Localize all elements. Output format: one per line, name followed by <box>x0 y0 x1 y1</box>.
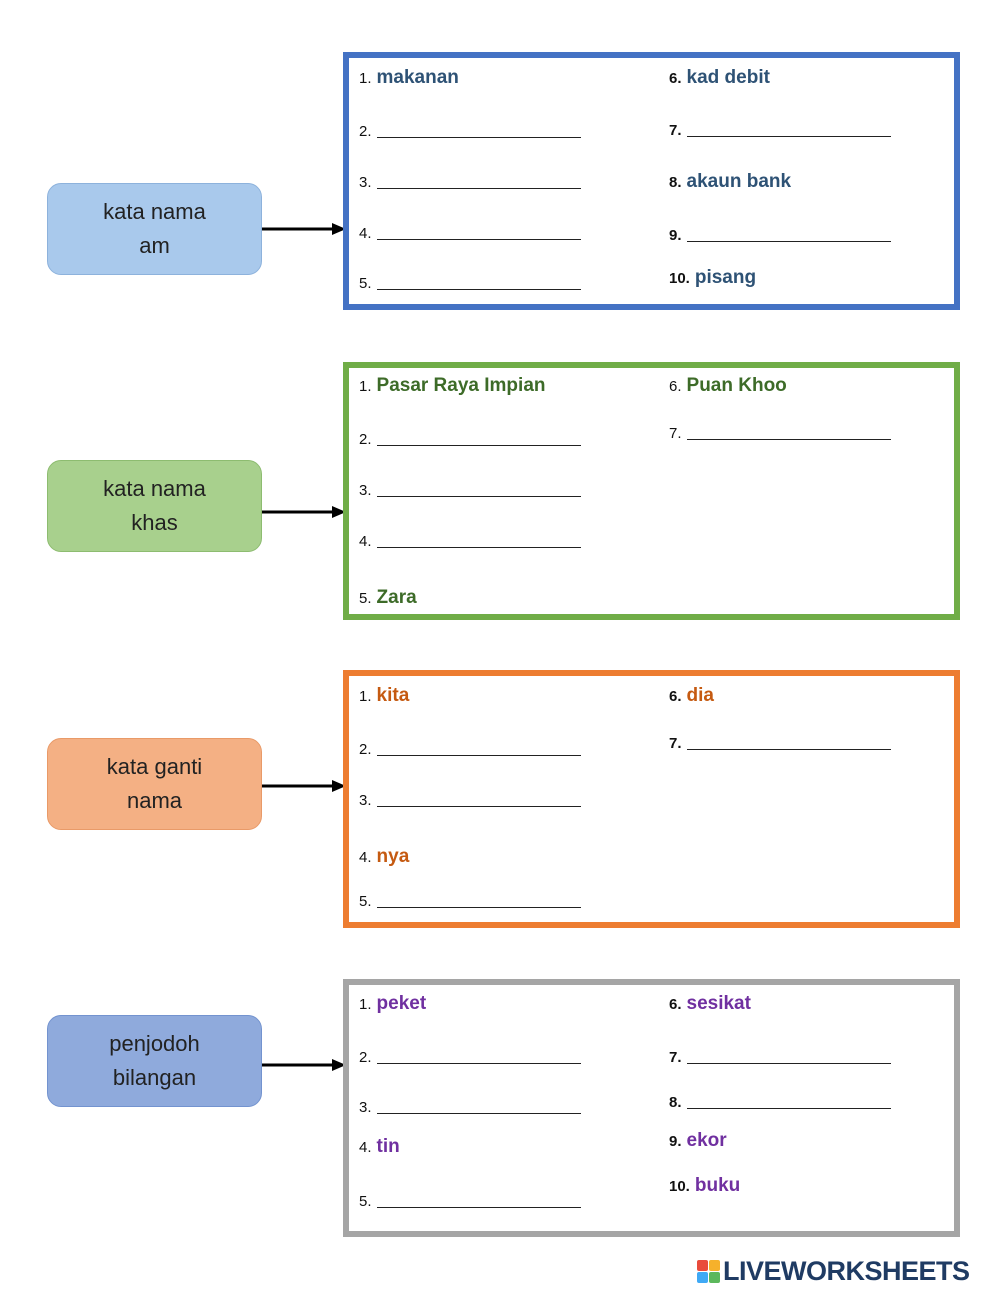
category-label-box <box>47 183 262 275</box>
list-item <box>359 741 581 758</box>
item-number: 5. <box>359 590 372 607</box>
list-item <box>669 1094 891 1111</box>
item-number: 2. <box>359 123 372 140</box>
item-number: 5. <box>359 893 372 910</box>
list-item <box>359 275 581 292</box>
item-number: 4. <box>359 225 372 242</box>
answer-blank[interactable] <box>377 546 581 548</box>
list-item <box>669 67 770 89</box>
list-item <box>669 122 891 139</box>
list-item <box>669 375 787 397</box>
item-number: 5. <box>359 275 372 292</box>
list-item <box>669 171 791 193</box>
item-word: buku <box>694 1175 741 1196</box>
item-number: 3. <box>359 1099 372 1116</box>
answer-blank[interactable] <box>687 438 891 440</box>
answer-blank[interactable] <box>377 187 581 189</box>
list-item <box>359 225 581 242</box>
item-number: 6. <box>669 996 682 1013</box>
list-item <box>359 123 581 140</box>
item-number: 9. <box>669 227 682 244</box>
item-number: 2. <box>359 741 372 758</box>
list-item <box>669 227 891 244</box>
list-item <box>359 174 581 191</box>
liveworksheets-logo <box>697 1256 970 1286</box>
arrow-right-icon <box>262 1058 346 1072</box>
item-word: kita <box>376 685 410 706</box>
item-number: 6. <box>669 70 682 87</box>
list-item <box>669 735 891 752</box>
arrow-right-icon <box>262 222 346 236</box>
list-item <box>359 1136 400 1158</box>
logo-mark-cell <box>709 1260 720 1271</box>
list-item <box>669 1175 740 1197</box>
item-number: 3. <box>359 792 372 809</box>
item-number: 4. <box>359 533 372 550</box>
logo-text: LIVEWORKSHEETS <box>723 1255 970 1286</box>
item-number: 10. <box>669 270 690 287</box>
item-word: Puan Khoo <box>686 375 787 396</box>
item-number: 1. <box>359 996 372 1013</box>
category-label: penjodoh bilangan <box>109 1031 200 1090</box>
item-word: sesikat <box>686 993 751 1014</box>
item-number: 1. <box>359 378 372 395</box>
item-number: 1. <box>359 688 372 705</box>
list-item <box>669 685 714 707</box>
list-item <box>359 846 409 868</box>
arrow-right-icon <box>262 779 346 793</box>
item-word: Zara <box>376 587 417 608</box>
category-label: kata ganti nama <box>106 754 203 813</box>
item-number: 10. <box>669 1178 690 1195</box>
arrow-right-icon <box>262 505 346 519</box>
list-item <box>359 533 581 550</box>
item-number: 9. <box>669 1133 682 1150</box>
list-item <box>359 1099 581 1116</box>
answer-blank[interactable] <box>377 444 581 446</box>
item-word: kad debit <box>686 67 770 88</box>
list-item <box>359 587 417 609</box>
answer-blank[interactable] <box>377 906 581 908</box>
answer-blank[interactable] <box>687 1107 891 1109</box>
item-word: makanan <box>376 67 459 88</box>
list-item <box>359 1049 581 1066</box>
item-number: 6. <box>669 378 682 395</box>
item-number: 2. <box>359 431 372 448</box>
list-item <box>669 1130 727 1152</box>
logo-mark-cell <box>697 1260 708 1271</box>
item-word: akaun bank <box>686 171 792 192</box>
category-label-box <box>47 460 262 552</box>
item-number: 4. <box>359 849 372 866</box>
item-word: Pasar Raya Impian <box>376 375 546 396</box>
item-number: 3. <box>359 482 372 499</box>
item-word: tin <box>376 1136 400 1157</box>
category-label-box <box>47 738 262 830</box>
list-item <box>669 267 756 289</box>
category-label: kata nama khas <box>103 476 206 535</box>
answer-blank[interactable] <box>687 748 891 750</box>
item-number: 3. <box>359 174 372 191</box>
answer-blank[interactable] <box>377 136 581 138</box>
list-item <box>359 685 409 707</box>
list-item <box>359 431 581 448</box>
logo-mark-cell <box>697 1272 708 1283</box>
item-number: 7. <box>669 122 682 139</box>
item-number: 7. <box>669 425 682 442</box>
item-number: 8. <box>669 1094 682 1111</box>
answer-blank[interactable] <box>687 1062 891 1064</box>
list-item <box>359 893 581 910</box>
list-item <box>359 792 581 809</box>
item-number: 5. <box>359 1193 372 1210</box>
list-item <box>669 1049 891 1066</box>
answer-blank[interactable] <box>687 240 891 242</box>
list-item <box>359 375 546 397</box>
answer-blank[interactable] <box>377 1206 581 1208</box>
item-number: 7. <box>669 735 682 752</box>
item-word: ekor <box>686 1130 727 1151</box>
item-number: 1. <box>359 70 372 87</box>
item-number: 7. <box>669 1049 682 1066</box>
item-number: 2. <box>359 1049 372 1066</box>
item-word: nya <box>376 846 410 867</box>
answer-blank[interactable] <box>377 495 581 497</box>
answer-blank[interactable] <box>377 1062 581 1064</box>
list-item <box>669 993 751 1015</box>
list-item <box>359 482 581 499</box>
answer-blank[interactable] <box>377 288 581 290</box>
category-label: kata nama am <box>103 199 206 258</box>
item-word: dia <box>686 685 714 706</box>
answer-blank[interactable] <box>377 754 581 756</box>
list-item <box>669 425 891 442</box>
item-word: pisang <box>694 267 757 288</box>
answer-blank[interactable] <box>377 238 581 240</box>
answer-blank[interactable] <box>377 1112 581 1114</box>
item-number: 8. <box>669 174 682 191</box>
answer-blank[interactable] <box>687 135 891 137</box>
logo-mark-icon <box>697 1260 720 1283</box>
list-item <box>359 67 459 89</box>
logo-mark-cell <box>709 1272 720 1283</box>
list-item <box>359 993 426 1015</box>
answer-blank[interactable] <box>377 805 581 807</box>
list-item <box>359 1193 581 1210</box>
item-number: 6. <box>669 688 682 705</box>
category-label-box <box>47 1015 262 1107</box>
item-number: 4. <box>359 1139 372 1156</box>
item-word: peket <box>376 993 427 1014</box>
